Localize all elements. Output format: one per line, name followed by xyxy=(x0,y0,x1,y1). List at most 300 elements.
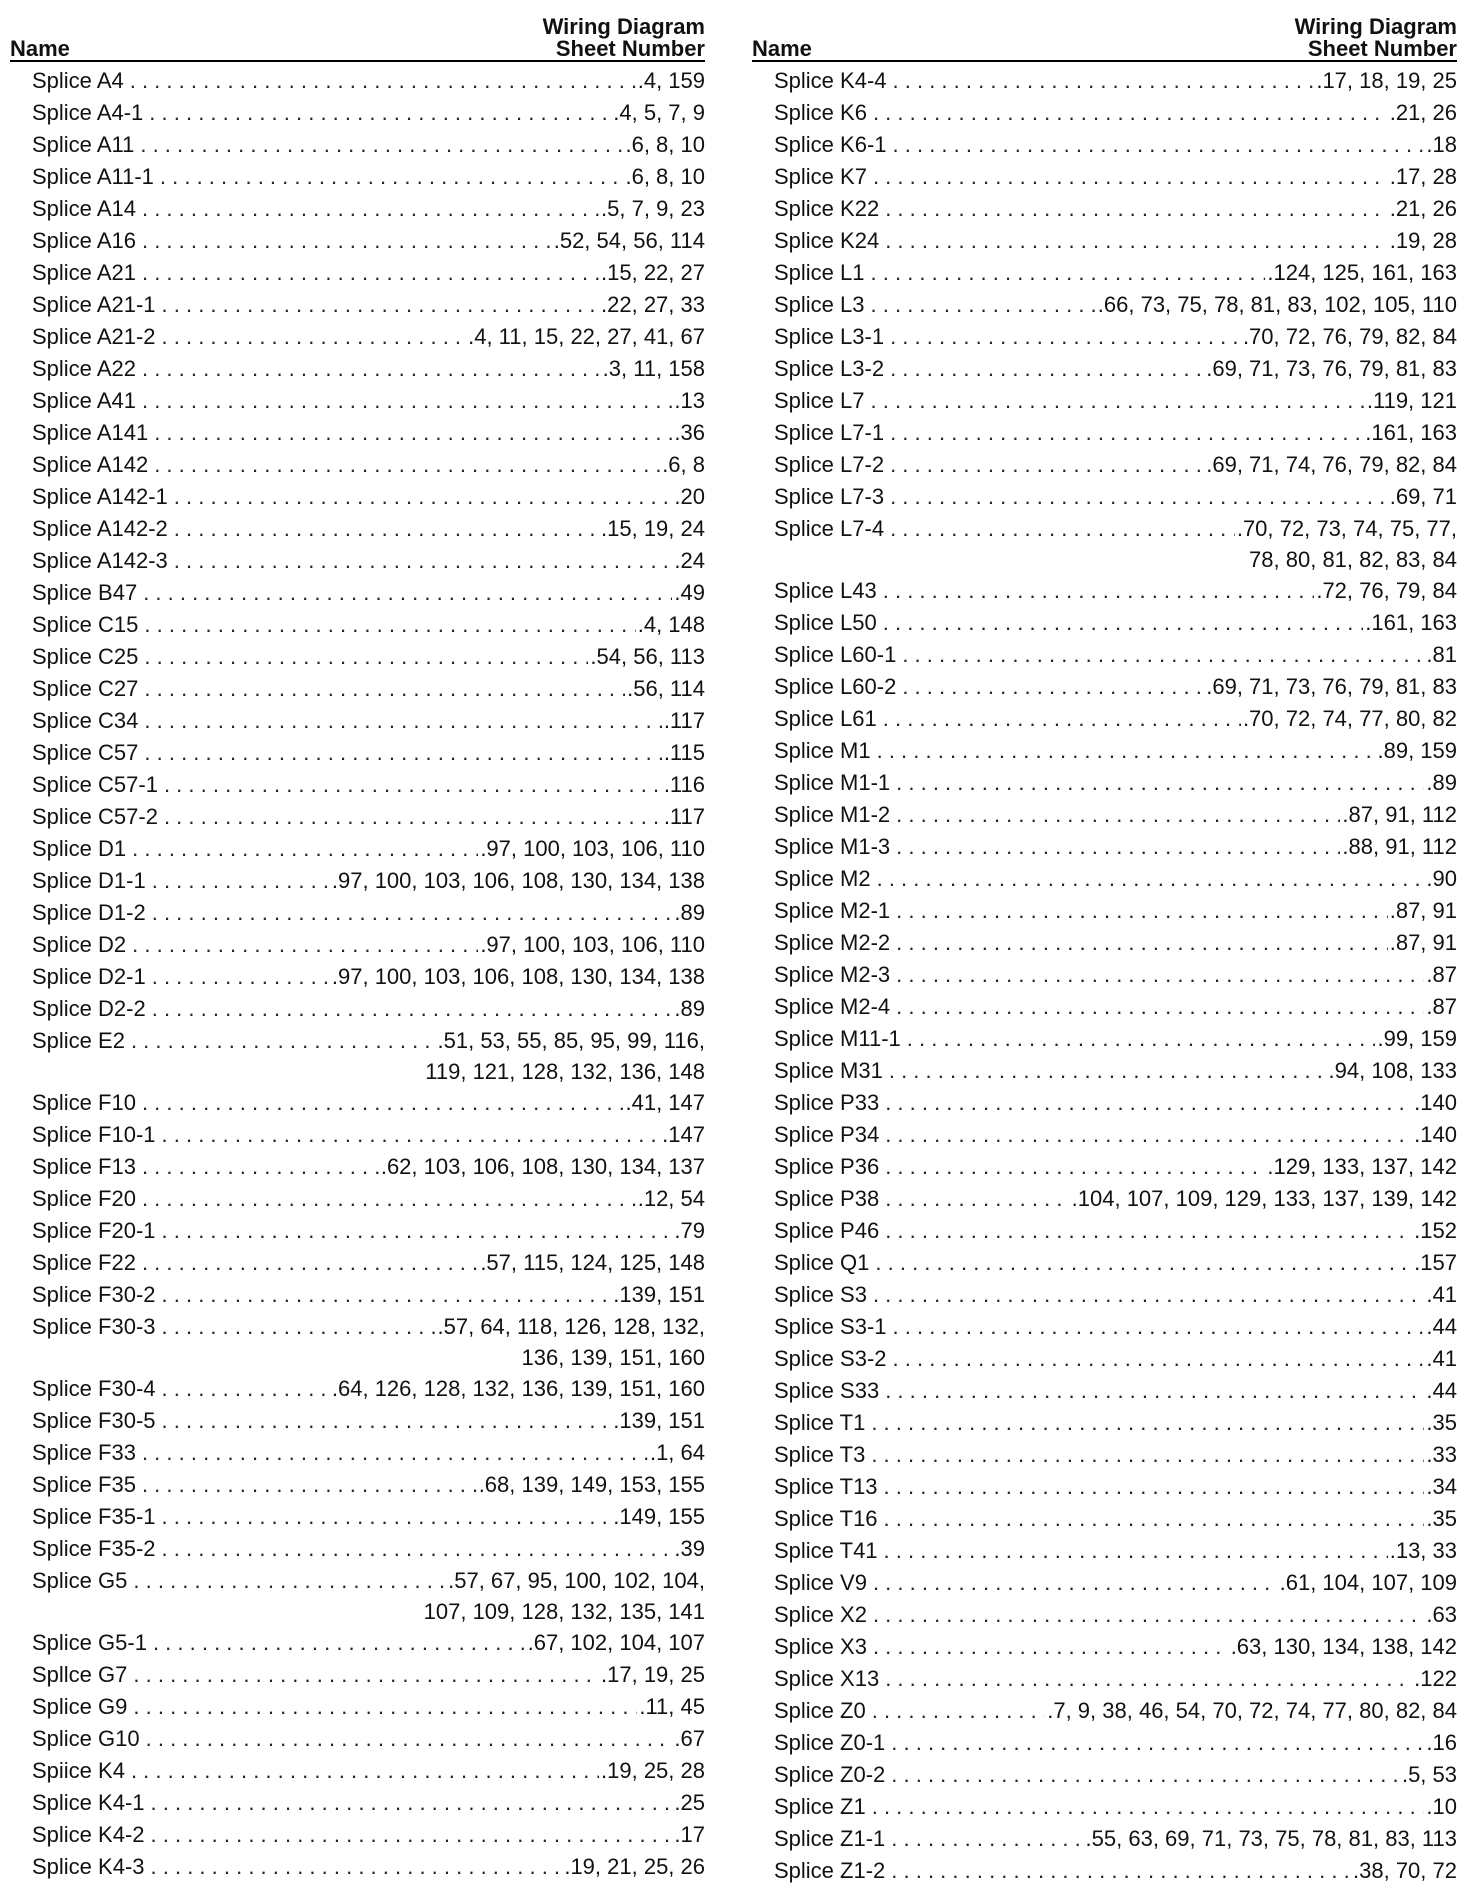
splice-name: Splice M2-3 xyxy=(774,962,891,987)
dot-leader xyxy=(174,513,599,545)
sheet-numbers: .89, 159 xyxy=(1377,738,1457,763)
index-entry xyxy=(10,929,705,961)
dot-leader xyxy=(154,417,672,449)
sheet-numbers: .115 xyxy=(663,740,705,765)
dot-leader xyxy=(133,1659,599,1691)
sheet-numbers: .147 xyxy=(662,1122,705,1147)
splice-name: Splice F10-1 xyxy=(32,1122,156,1147)
dot-leader xyxy=(902,639,1424,671)
sheet-numbers: .55, 63, 69, 71, 73, 75, 78, 81, 83, 113 xyxy=(1085,1826,1457,1851)
sheet-numbers: .87, 91 xyxy=(1389,898,1457,923)
dot-leader xyxy=(132,833,478,865)
dot-leader xyxy=(151,1819,673,1851)
index-entry xyxy=(752,1823,1457,1855)
sheet-number-header xyxy=(543,16,705,60)
sheet-numbers: .36 xyxy=(674,420,705,445)
index-entry xyxy=(752,1631,1457,1663)
sheet-numbers: .34 xyxy=(1426,1474,1457,1499)
index-entry xyxy=(10,193,705,225)
sheet-numbers: .87 xyxy=(1426,962,1457,987)
index-entry xyxy=(752,1503,1457,1535)
index-entry xyxy=(752,1407,1457,1439)
splice-name: Splice K4-2 xyxy=(32,1822,145,1847)
splice-name: Splice L60-2 xyxy=(774,674,897,699)
sheet-numbers: .116 xyxy=(663,772,705,797)
splice-name: Splice M1-1 xyxy=(774,770,891,795)
splice-name: Splice F13 xyxy=(32,1154,136,1179)
dot-leader xyxy=(873,97,1388,129)
splice-name: Splice C34 xyxy=(32,708,139,733)
index-entry xyxy=(752,1279,1457,1311)
dot-leader xyxy=(142,1087,624,1119)
sheet-numbers: .67, 102, 104, 107 xyxy=(527,1630,705,1655)
index-entry xyxy=(10,1787,705,1819)
sheet-numbers: .35 xyxy=(1426,1410,1457,1435)
index-entry xyxy=(10,225,705,257)
index-entry xyxy=(752,799,1457,831)
index-entry xyxy=(752,575,1457,607)
dot-leader xyxy=(890,417,1363,449)
dot-leader xyxy=(896,927,1388,959)
sheet-numbers: .44 xyxy=(1426,1378,1457,1403)
splice-name: Splice M1-3 xyxy=(774,834,891,859)
index-entry xyxy=(752,1087,1457,1119)
sheet-header-line2: Sheet Number xyxy=(1307,36,1457,61)
splice-name: Splice A11-1 xyxy=(32,164,154,189)
index-entry xyxy=(10,1755,705,1787)
index-entry xyxy=(10,1469,705,1501)
splice-name: Splice G9 xyxy=(32,1694,128,1719)
splice-name: Splice L7 xyxy=(774,388,865,413)
dot-leader xyxy=(891,1759,1400,1791)
splice-name: Splice L7-4 xyxy=(774,516,885,541)
sheet-numbers: .24 xyxy=(674,548,705,573)
dot-leader xyxy=(885,1119,1412,1151)
dot-leader xyxy=(154,449,660,481)
splice-name: Splice C25 xyxy=(32,644,139,669)
dot-leader xyxy=(142,1469,477,1501)
splice-name: Splice F10 xyxy=(32,1090,136,1115)
dot-leader xyxy=(896,991,1424,1023)
dot-leader xyxy=(142,1151,379,1183)
dot-leader xyxy=(162,1405,612,1437)
sheet-numbers: .12, 54 xyxy=(637,1186,705,1211)
index-entry xyxy=(10,801,705,833)
index-entry xyxy=(10,1025,705,1057)
index-entry xyxy=(752,1375,1457,1407)
sheet-numbers: .33 xyxy=(1426,1442,1457,1467)
index-entry xyxy=(752,1599,1457,1631)
splice-name: Splice Q1 xyxy=(774,1250,870,1275)
splice-name: Splice A4 xyxy=(32,68,124,93)
splice-name: Splice A141 xyxy=(32,420,149,445)
splice-name: Splice L1 xyxy=(774,260,865,285)
dot-leader xyxy=(890,449,1204,481)
index-entry xyxy=(10,545,705,577)
sheet-numbers: .119, 121 xyxy=(1366,388,1457,413)
index-entry xyxy=(752,991,1457,1023)
index-entry xyxy=(752,1055,1457,1087)
splice-name: Splice Z0 xyxy=(774,1698,866,1723)
sheet-numbers: .19, 25, 28 xyxy=(601,1758,705,1783)
dot-leader xyxy=(142,257,599,289)
splice-name: Splice Z1-1 xyxy=(774,1826,886,1851)
splice-name: Splice A21-2 xyxy=(32,324,156,349)
index-entry xyxy=(10,897,705,929)
sheet-numbers: .57, 67, 95, 100, 102, 104, xyxy=(448,1568,705,1593)
dot-leader xyxy=(133,1691,637,1723)
index-entry xyxy=(10,1691,705,1723)
index-entry xyxy=(10,289,705,321)
dot-leader xyxy=(890,513,1235,545)
splice-name: Splice K22 xyxy=(774,196,880,221)
name-header: Name xyxy=(10,36,70,61)
splice-name: Splice M1-2 xyxy=(774,802,891,827)
dot-leader xyxy=(889,1055,1327,1087)
splice-name: Splice L60-1 xyxy=(774,642,897,667)
splice-name: Splice K6 xyxy=(774,100,867,125)
index-entry xyxy=(752,449,1457,481)
index-entry xyxy=(752,321,1457,353)
dot-leader xyxy=(873,1631,1229,1663)
index-entry xyxy=(10,1851,705,1883)
splice-name: Splice D1-1 xyxy=(32,868,146,893)
index-entry xyxy=(752,831,1457,863)
dot-leader xyxy=(885,1151,1265,1183)
dot-leader xyxy=(144,705,661,737)
dot-leader xyxy=(144,673,625,705)
index-entry xyxy=(10,353,705,385)
index-column-left xyxy=(10,14,705,1883)
splice-name: Splice F20-1 xyxy=(32,1218,156,1243)
splice-name: Splice K24 xyxy=(774,228,880,253)
index-entry xyxy=(752,1791,1457,1823)
dot-leader xyxy=(162,1119,661,1151)
dot-leader xyxy=(893,129,1425,161)
sheet-numbers: .81 xyxy=(1426,642,1457,667)
index-entry xyxy=(10,865,705,897)
splice-name: Splice Z1 xyxy=(774,1794,866,1819)
dot-leader xyxy=(871,289,1096,321)
dot-leader xyxy=(893,1311,1425,1343)
splice-name: Splice L3-2 xyxy=(774,356,885,381)
splice-name: Splice K7 xyxy=(774,164,867,189)
splice-name: Splice L43 xyxy=(774,578,877,603)
dot-leader xyxy=(891,1727,1424,1759)
index-entry xyxy=(10,1723,705,1755)
splice-name: Splice A21-1 xyxy=(32,292,156,317)
splice-name: Splice L3 xyxy=(774,292,865,317)
index-entry xyxy=(752,1663,1457,1695)
sheet-numbers: .54, 56, 113 xyxy=(590,644,705,669)
index-entry xyxy=(10,609,705,641)
splice-name: Spiice K4 xyxy=(32,1758,125,1783)
splice-name: Splice T16 xyxy=(774,1506,878,1531)
index-entry xyxy=(10,1501,705,1533)
index-entry xyxy=(752,1535,1457,1567)
index-entry xyxy=(10,1627,705,1659)
index-entry xyxy=(10,1565,705,1597)
index-entry xyxy=(752,671,1457,703)
splice-name: Splice T13 xyxy=(774,1474,878,1499)
sheet-numbers: .99, 159 xyxy=(1377,1026,1457,1051)
index-entry xyxy=(752,959,1457,991)
dot-leader xyxy=(149,97,611,129)
dot-leader xyxy=(142,1183,636,1215)
index-entry xyxy=(10,129,705,161)
sheet-numbers: .35 xyxy=(1426,1506,1457,1531)
splice-name: Splice L3-1 xyxy=(774,324,885,349)
sheet-numbers: .97, 100, 103, 106, 110 xyxy=(480,932,705,957)
index-entry xyxy=(10,1405,705,1437)
splice-name: Splice G10 xyxy=(32,1726,140,1751)
sheet-numbers: .17 xyxy=(674,1822,705,1847)
index-entry xyxy=(10,641,705,673)
dot-leader xyxy=(162,1311,436,1343)
index-entry xyxy=(10,1437,705,1469)
index-entry xyxy=(752,1183,1457,1215)
index-entry xyxy=(752,1215,1457,1247)
index-entry xyxy=(752,1343,1457,1375)
sheet-numbers: .13, 33 xyxy=(1389,1538,1457,1563)
dot-leader xyxy=(896,767,1424,799)
splice-name: Splice A142 xyxy=(32,452,149,477)
index-entry xyxy=(752,1727,1457,1759)
dot-leader xyxy=(873,161,1388,193)
splice-name: Splice K4-3 xyxy=(32,1854,145,1879)
dot-leader xyxy=(160,161,624,193)
index-entry xyxy=(10,673,705,705)
splice-name: Splice F30-4 xyxy=(32,1376,156,1401)
sheet-numbers: .41, 147 xyxy=(625,1090,705,1115)
sheet-numbers: .70, 72, 76, 79, 82, 84 xyxy=(1242,324,1457,349)
splice-name: Splice M2-1 xyxy=(774,898,891,923)
index-entry xyxy=(10,65,705,97)
index-entry xyxy=(10,1311,705,1343)
sheet-numbers: .4, 159 xyxy=(637,68,705,93)
dot-leader xyxy=(884,1535,1388,1567)
sheet-numbers: .57, 64, 118, 126, 128, 132, xyxy=(437,1314,705,1339)
dot-leader xyxy=(883,607,1364,639)
dot-leader xyxy=(143,577,672,609)
dot-leader xyxy=(142,1247,478,1279)
dot-leader xyxy=(890,481,1388,513)
sheet-numbers: .39 xyxy=(674,1536,705,1561)
sheet-numbers: .62, 103, 106, 108, 130, 134, 137 xyxy=(380,1154,705,1179)
dot-leader xyxy=(873,1599,1424,1631)
index-entry xyxy=(752,1247,1457,1279)
index-entry xyxy=(10,577,705,609)
splice-name: Splice C27 xyxy=(32,676,139,701)
splice-name: Splice X13 xyxy=(774,1666,880,1691)
index-entry xyxy=(10,1119,705,1151)
sheet-numbers: .89 xyxy=(674,900,705,925)
splice-name: Splice F33 xyxy=(32,1440,136,1465)
index-entry xyxy=(752,1759,1457,1791)
sheet-numbers: .15, 22, 27 xyxy=(601,260,705,285)
index-entry xyxy=(752,129,1457,161)
dot-leader xyxy=(871,257,1266,289)
sheet-numbers: .161, 163 xyxy=(1365,420,1457,445)
dot-leader xyxy=(164,801,662,833)
dot-leader xyxy=(896,895,1388,927)
sheet-numbers: .117 xyxy=(663,804,705,829)
sheet-numbers: .97, 100, 103, 106, 110 xyxy=(480,836,705,861)
index-entry xyxy=(10,97,705,129)
dot-leader xyxy=(896,959,1424,991)
sheet-numbers: .97, 100, 103, 106, 108, 130, 134, 138 xyxy=(331,868,705,893)
sheet-numbers: .70, 72, 74, 77, 80, 82 xyxy=(1242,706,1457,731)
splice-name: Splice Z0-1 xyxy=(774,1730,886,1755)
index-entry xyxy=(752,97,1457,129)
sheet-numbers: .139, 151 xyxy=(613,1282,705,1307)
sheet-numbers: .67 xyxy=(674,1726,705,1751)
sheet-numbers: .19, 21, 25, 26 xyxy=(564,1854,705,1879)
dot-leader xyxy=(174,481,673,513)
splice-name: Splice D2 xyxy=(32,932,127,957)
index-entry xyxy=(10,513,705,545)
dot-leader xyxy=(890,321,1241,353)
splice-name: Splice K6-1 xyxy=(774,132,887,157)
splice-name: Splice D2-2 xyxy=(32,996,146,1021)
sheet-numbers: .104, 107, 109, 129, 133, 137, 139, 142 xyxy=(1071,1186,1457,1211)
dot-leader xyxy=(902,671,1204,703)
dot-leader xyxy=(893,65,1315,97)
sheet-numbers: .17, 18, 19, 25 xyxy=(1316,68,1457,93)
splice-name: Splice A41 xyxy=(32,388,136,413)
dot-leader xyxy=(132,929,478,961)
index-column-right xyxy=(752,14,1457,1887)
sheet-numbers: .68, 139, 149, 153, 155 xyxy=(478,1472,705,1497)
index-entry xyxy=(752,225,1457,257)
splice-name: Splice F35-2 xyxy=(32,1536,156,1561)
sheet-numbers: .70, 72, 73, 74, 75, 77, xyxy=(1236,516,1457,541)
splice-name: Splice M2 xyxy=(774,866,871,891)
sheet-numbers: .69, 71 xyxy=(1389,484,1457,509)
dot-leader xyxy=(153,1627,526,1659)
sheet-numbers: .97, 100, 103, 106, 108, 130, 134, 138 xyxy=(331,964,705,989)
dot-leader xyxy=(885,193,1388,225)
sheet-numbers: .89 xyxy=(1426,770,1457,795)
splice-name: Splice X2 xyxy=(774,1602,867,1627)
dot-leader xyxy=(142,385,672,417)
sheet-numbers: .69, 71, 73, 76, 79, 81, 83 xyxy=(1206,356,1457,381)
sheet-numbers: .16 xyxy=(1426,1730,1457,1755)
sheet-numbers: .6, 8, 10 xyxy=(625,164,705,189)
index-entry xyxy=(752,481,1457,513)
splice-name: Splice F30-2 xyxy=(32,1282,156,1307)
sheet-header-line2: Sheet Number xyxy=(555,36,705,61)
sheet-numbers: .89 xyxy=(674,996,705,1021)
dot-leader xyxy=(871,1439,1424,1471)
dot-leader xyxy=(891,1823,1083,1855)
sheet-numbers: .13 xyxy=(674,388,705,413)
dot-leader xyxy=(885,1375,1424,1407)
sheet-numbers: .38, 70, 72 xyxy=(1353,1858,1457,1883)
index-entry xyxy=(752,161,1457,193)
index-entry xyxy=(752,927,1457,959)
name-header: Name xyxy=(752,36,812,61)
index-entry xyxy=(752,1567,1457,1599)
sheet-numbers: .5, 53 xyxy=(1401,1762,1457,1787)
sheet-numbers: .140 xyxy=(1414,1090,1457,1115)
dot-leader xyxy=(142,193,599,225)
splice-name: Splice T3 xyxy=(774,1442,866,1467)
dot-leader xyxy=(162,289,599,321)
sheet-numbers: .87, 91 xyxy=(1389,930,1457,955)
sheet-numbers: .44 xyxy=(1426,1314,1457,1339)
splice-name: Splice F35-1 xyxy=(32,1504,156,1529)
splice-name: Splice M11-1 xyxy=(774,1026,901,1051)
index-entry xyxy=(752,513,1457,545)
index-rows xyxy=(752,62,1457,1887)
sheet-numbers: .4, 148 xyxy=(637,612,705,637)
index-entry xyxy=(752,257,1457,289)
sheet-numbers: .1, 64 xyxy=(649,1440,705,1465)
index-entry xyxy=(10,1183,705,1215)
index-entry xyxy=(752,703,1457,735)
dot-leader xyxy=(890,353,1204,385)
index-entry xyxy=(10,737,705,769)
sheet-numbers: .25 xyxy=(674,1790,705,1815)
sheet-numbers: .117 xyxy=(663,708,705,733)
dot-leader xyxy=(146,1723,673,1755)
splice-name: Splice S3-1 xyxy=(774,1314,887,1339)
splice-name: Splice T1 xyxy=(774,1410,866,1435)
index-entry xyxy=(752,353,1457,385)
sheet-numbers: .79 xyxy=(674,1218,705,1243)
sheet-numbers-continued: 78, 80, 81, 82, 83, 84 xyxy=(1249,547,1457,572)
index-entry xyxy=(10,257,705,289)
sheet-numbers: .64, 126, 128, 132, 136, 139, 151, 160 xyxy=(331,1376,705,1401)
splice-name: Splice D2-1 xyxy=(32,964,146,989)
splice-name: Splice L7-1 xyxy=(774,420,885,445)
sheet-numbers: .149, 155 xyxy=(613,1504,705,1529)
splice-name: Splice F22 xyxy=(32,1250,136,1275)
sheet-numbers: .152 xyxy=(1414,1218,1457,1243)
splice-name: Splice P34 xyxy=(774,1122,880,1147)
sheet-numbers: .5, 7, 9, 23 xyxy=(601,196,705,221)
splice-name: Splice G5-1 xyxy=(32,1630,147,1655)
splice-name: Splice F30-5 xyxy=(32,1408,156,1433)
index-entry xyxy=(752,1471,1457,1503)
splice-name: Splice A14 xyxy=(32,196,136,221)
dot-leader xyxy=(162,1373,330,1405)
sheet-numbers: .56, 114 xyxy=(627,676,705,701)
dot-leader xyxy=(162,1501,612,1533)
index-entry xyxy=(752,65,1457,97)
index-entry xyxy=(752,385,1457,417)
dot-leader xyxy=(133,1565,446,1597)
splice-name: Splice P38 xyxy=(774,1186,880,1211)
dot-leader xyxy=(883,703,1241,735)
splice-name: Splice G5 xyxy=(32,1568,128,1593)
splice-name: Splice F20 xyxy=(32,1186,136,1211)
dot-leader xyxy=(883,575,1315,607)
dot-leader xyxy=(877,735,1376,767)
splice-name: Splice P46 xyxy=(774,1218,880,1243)
splice-name: Splice M31 xyxy=(774,1058,883,1083)
dot-leader xyxy=(162,1215,673,1247)
dot-leader xyxy=(885,1087,1412,1119)
sheet-numbers-continued: 136, 139, 151, 160 xyxy=(521,1345,705,1370)
dot-leader xyxy=(151,1851,563,1883)
sheet-numbers: .21, 26 xyxy=(1389,100,1457,125)
dot-leader xyxy=(907,1023,1376,1055)
dot-leader xyxy=(164,769,662,801)
index-entry xyxy=(10,481,705,513)
splice-name: Splice S33 xyxy=(774,1378,880,1403)
